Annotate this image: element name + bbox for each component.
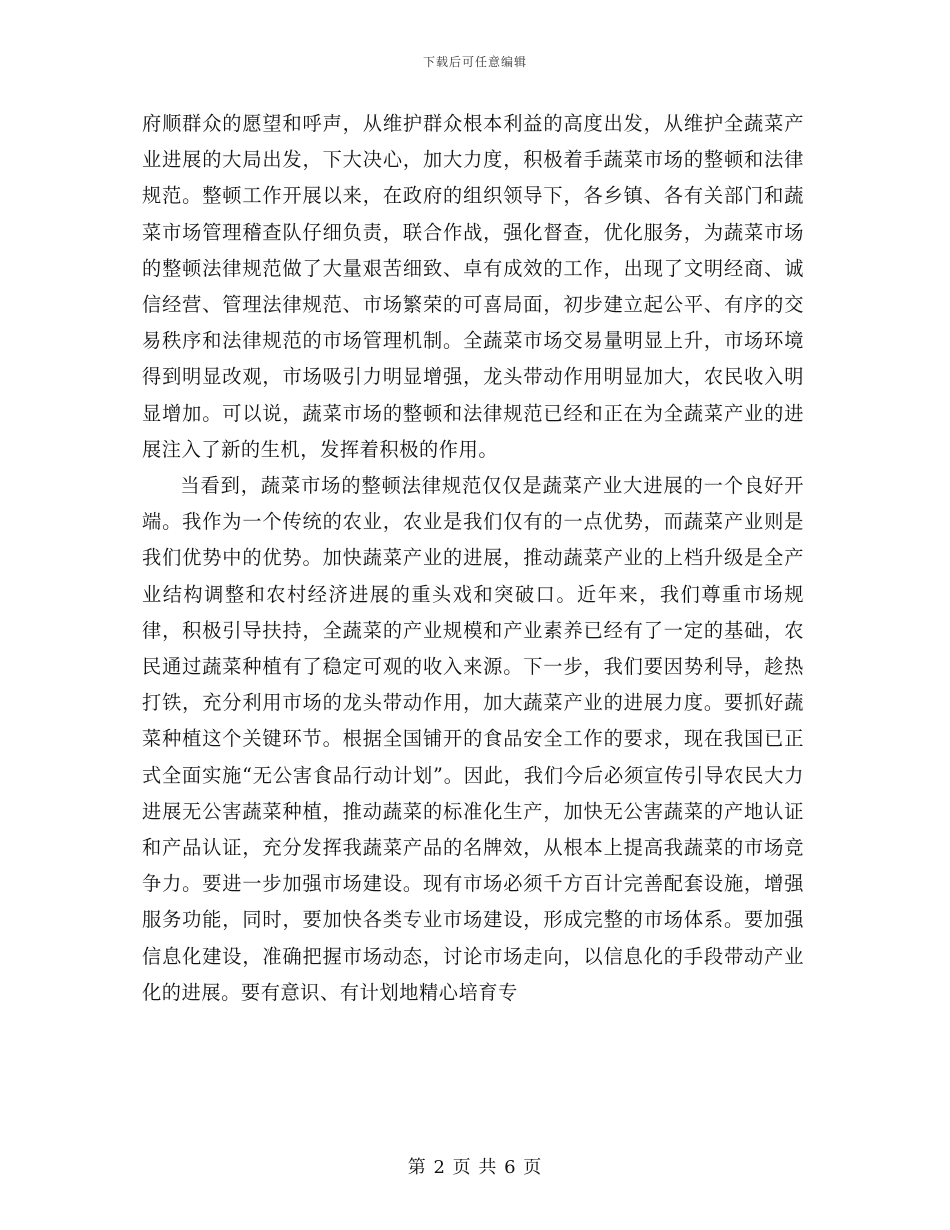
document-body — [142, 106, 804, 1011]
page-number: 第 2 页 共 6 页 — [407, 1157, 543, 1178]
paragraph-2: 当看到，蔬菜市场的整顿法律规范仅仅是蔬菜产业大进展的一个良好开端。我作为一个传统的农业，农业是我们仅有的一点优势，而蔬菜产业则是我们优势中的优势。加快蔬菜产业的进展，推动蔬菜产业的上档升级是全产业结构调整和农村经济进展的重头戏和突破口。近年来，我们尊重市场规律，积极引导扶持，全蔬菜的产业规模和产业素养已经有了一定的基础，农民通过蔬菜种植有了稳定可观的收入来源。下一步，我们要因势利导，趁热打铁，充分利用市场的龙头带动作用，加大蔬菜产业的进展力度。要抓好蔬菜种植这个关键环节。根据全国铺开的食品安全工作的要求，现在我国已正式全面实施“无公害食品行动计划”。因此，我们今后必须宣传引导农民大力进展无公害蔬菜种植，推动蔬菜的标准化生产，加快无公害蔬菜的产地认证和产品认证，充分发挥我蔬菜产品的名牌效，从根本上提高我蔬菜的市场竞争力。要进一步加强市场建设。现有市场必须千方百计完善配套设施，增强服务功能，同时，要加快各类专业市场建设，形成完整的市场体系。要加强信息化建设，准确把握市场动态，讨论市场走向，以信息化的手段带动产业化的进展。要有意识、有计划地精心培育专 — [142, 474, 804, 1004]
page-header: 下载后可任意编辑 — [422, 55, 527, 69]
paragraph-1: 府顺群众的愿望和呼声，从维护群众根本利益的高度出发，从维护全蔬菜产业进展的大局出发，下大决心，加大力度，积极着手蔬菜市场的整顿和法律规范。整顿工作开展以来，在政府的组织领导下，各乡镇、各有关部门和蔬菜市场管理稽查队仔细负责，联合作战，强化督查，优化服务，为蔬菜市场的整顿法律规范做了大量艰苦细致、卓有成效的工作，出现了文明经商、诚信经营、管理法律规范、市场繁荣的可喜局面，初步建立起公平、有序的交易秩序和法律规范的市场管理机制。全蔬菜市场交易量明显上升，市场环境得到明显改观，市场吸引力明显增强，龙头带动作用明显加大，农民收入明显增加。可以说，蔬菜市场的整顿和法律规范已经和正在为全蔬菜产业的进展注入了新的生机，发挥着积极的作用。 — [142, 112, 804, 461]
